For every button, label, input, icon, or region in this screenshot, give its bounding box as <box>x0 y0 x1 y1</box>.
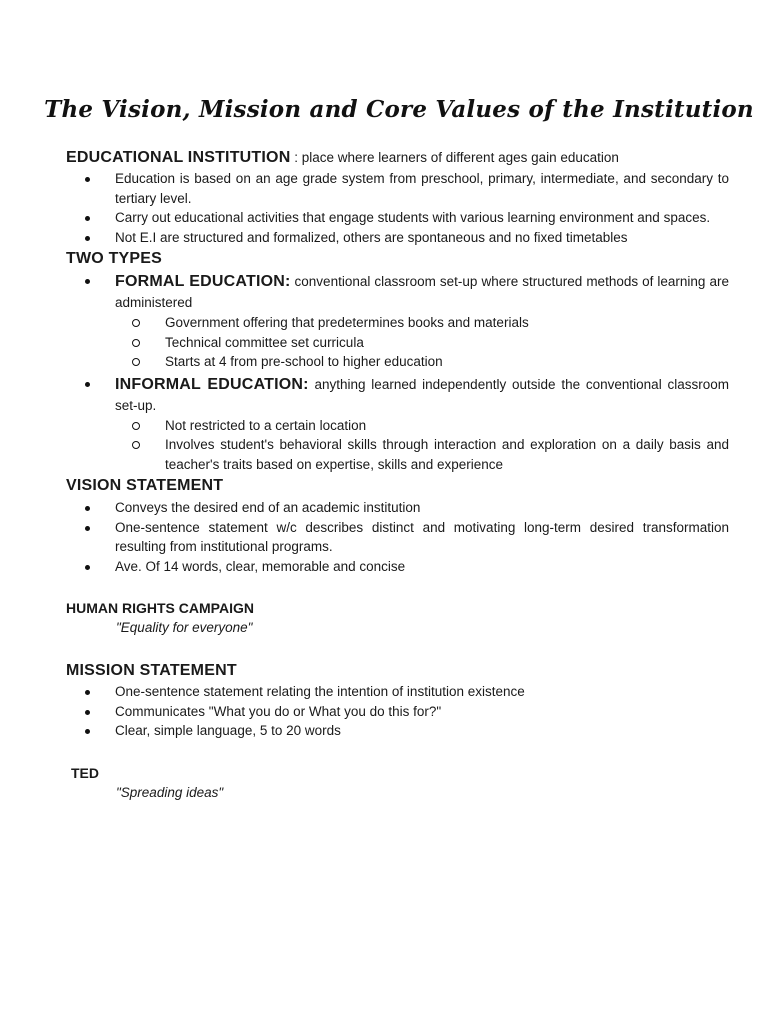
list-item: Conveys the desired end of an academic institution <box>66 498 729 518</box>
formal-education-sublist <box>115 313 729 372</box>
two-types-list <box>66 271 729 474</box>
formal-education-text: conventional classroom set-up where structured methods of learning are administered <box>115 274 729 310</box>
sub-list-item: Technical committee set curricula <box>66 333 729 353</box>
informal-education-sublist <box>115 416 729 475</box>
educational-institution-list <box>66 169 729 247</box>
sub-list-item: Involves student's behavioral skills through interaction and exploration on a daily basis and teacher's traits based on expertise, skills and experience <box>66 435 729 474</box>
sub-list-item: Not restricted to a certain location <box>66 416 729 436</box>
page-title: The Vision, Mission and Core Values of the Institution <box>44 96 754 123</box>
list-item: One-sentence statement relating the intention of institution existence <box>66 682 729 702</box>
vision-example-org: HUMAN RIGHTS CAMPAIGN <box>66 600 254 616</box>
list-item: Not E.I are structured and formalized, others are spontaneous and no fixed timetables <box>66 228 729 248</box>
informal-education-text: anything learned independently outside the conventional classroom set-up. <box>115 376 729 413</box>
sub-list-item: Starts at 4 from pre-school to higher education <box>66 352 729 372</box>
educational-institution-definition <box>66 147 729 169</box>
list-item: Communicates "What you do or What you do this for?" <box>66 702 729 722</box>
list-item: Carry out educational activities that engage students with various learning environment and spaces. <box>66 208 729 228</box>
section-heading-educational-institution: EDUCATIONAL INSTITUTION <box>66 149 291 166</box>
definition-text: : place where learners of different ages gain education <box>290 150 619 165</box>
informal-education-item <box>66 374 729 475</box>
vision-example-quote: "Equality for everyone" <box>116 620 253 635</box>
list-item: Ave. Of 14 words, clear, memorable and concise <box>66 557 729 577</box>
list-item: Education is based on an age grade system from preschool, primary, intermediate, and secondary to tertiary level. <box>66 169 729 208</box>
vision-list <box>66 498 729 576</box>
section-heading-vision: VISION STATEMENT <box>66 477 224 494</box>
section-heading-two-types: TWO TYPES <box>66 250 163 267</box>
list-item: Clear, simple language, 5 to 20 words <box>66 721 729 741</box>
list-item: One-sentence statement w/c describes distinct and motivating long-term desired transformation resulting from institutional programs. <box>66 518 729 557</box>
formal-education-item <box>66 271 729 372</box>
mission-list <box>66 682 729 741</box>
informal-education-label: INFORMAL EDUCATION: <box>115 375 309 393</box>
sub-list-item: Government offering that predetermines books and materials <box>66 313 729 333</box>
mission-example-org: TED <box>71 764 99 781</box>
section-heading-mission: MISSION STATEMENT <box>66 662 237 679</box>
formal-education-label: FORMAL EDUCATION: <box>115 273 291 290</box>
document-body <box>66 147 729 803</box>
mission-example-quote: "Spreading ideas" <box>116 784 224 800</box>
